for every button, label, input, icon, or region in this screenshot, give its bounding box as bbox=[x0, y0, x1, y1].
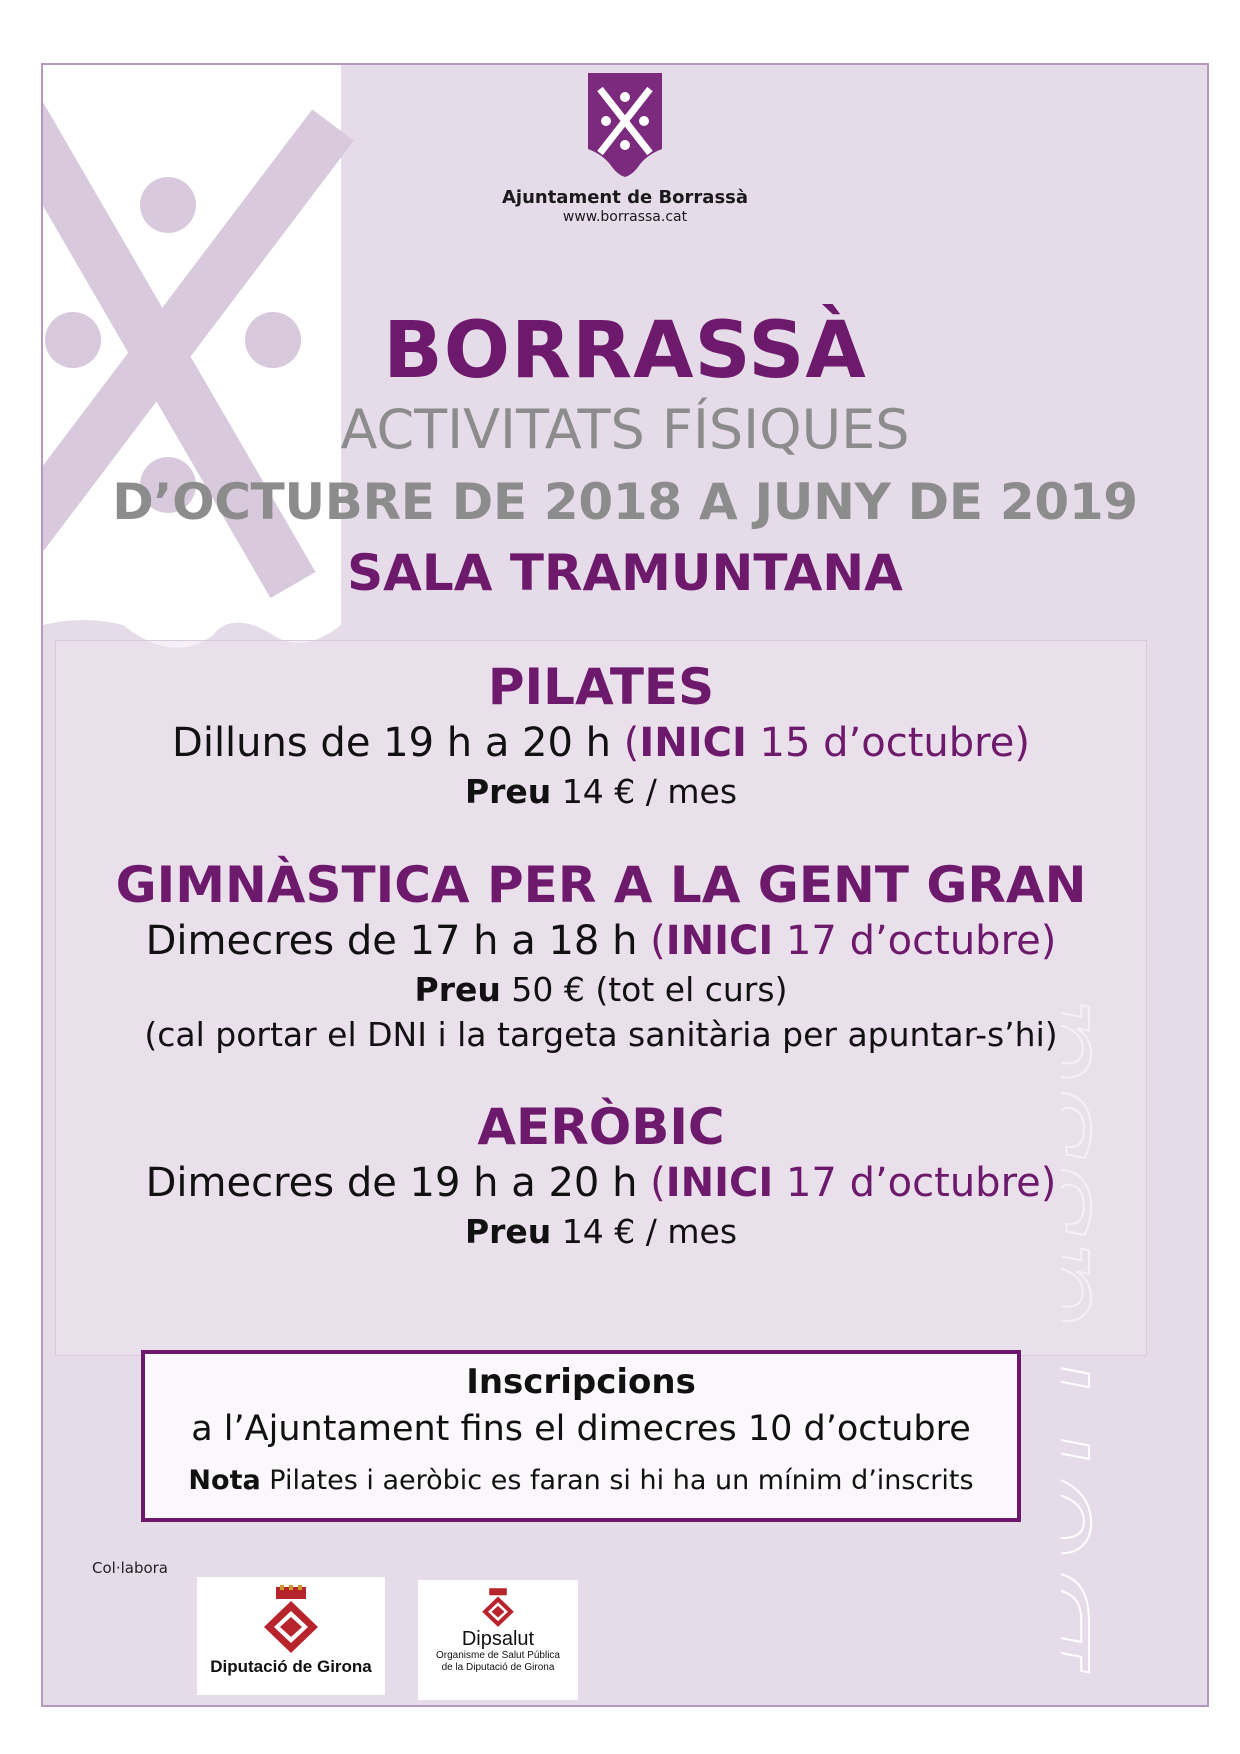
activity-price bbox=[56, 769, 1146, 815]
start-label: INICI bbox=[665, 918, 774, 964]
collab-label: Col·labora bbox=[92, 1559, 169, 1577]
price-value: 14 € / mes bbox=[561, 1212, 738, 1251]
logo2-subtitle-2: de la Diputació de Girona bbox=[441, 1662, 555, 1673]
price-label: Preu bbox=[464, 772, 552, 811]
activity-aerobic bbox=[56, 1097, 1146, 1255]
start-date: 15 d’octubre bbox=[759, 720, 1015, 766]
diputacio-emblem-icon bbox=[262, 1585, 320, 1653]
schedule-text: Dimecres de 17 h a 18 h bbox=[145, 918, 638, 964]
activities-panel bbox=[55, 640, 1147, 1356]
town-crest-icon bbox=[586, 71, 664, 179]
activity-price bbox=[56, 1209, 1146, 1255]
page-title: BORRASSÀ bbox=[383, 306, 867, 396]
logo-diputacio-girona bbox=[197, 1577, 385, 1695]
date-range: D’OCTUBRE DE 2018 A JUNY DE 2019 bbox=[112, 473, 1138, 531]
venue: SALA TRAMUNTANA bbox=[347, 544, 903, 602]
activity-name: PILATES bbox=[487, 658, 715, 716]
subtitle: ACTIVITATS FÍSIQUES bbox=[340, 398, 910, 461]
logo-dipsalut bbox=[418, 1580, 578, 1700]
schedule-text: Dimecres de 19 h a 20 h bbox=[145, 1160, 638, 1206]
note-text: Pilates i aeròbic es faran si hi ha un mínim d’inscrits bbox=[269, 1465, 974, 1496]
registration-deadline: a l’Ajuntament fins el dimecres 10 d’octubre bbox=[191, 1409, 971, 1449]
registration-box bbox=[141, 1350, 1021, 1522]
activity-schedule bbox=[56, 915, 1146, 967]
note-label: Nota bbox=[188, 1465, 261, 1496]
logo2-name: Dipsalut bbox=[461, 1628, 535, 1650]
start-label: INICI bbox=[665, 1160, 774, 1206]
start-info: (INICI 15 d’octubre) bbox=[623, 720, 1030, 766]
start-info: (INICI 17 d’octubre) bbox=[650, 918, 1057, 964]
logo2-subtitle-1: Organisme de Salut Pública bbox=[436, 1650, 560, 1661]
activity-price bbox=[56, 967, 1146, 1013]
activity-name: AERÒBIC bbox=[477, 1098, 725, 1156]
activity-pilates bbox=[56, 657, 1146, 815]
dipsalut-emblem-icon bbox=[481, 1586, 515, 1628]
start-date: 17 d’octubre bbox=[785, 1160, 1041, 1206]
title-block bbox=[43, 305, 1207, 607]
header bbox=[43, 71, 1207, 225]
price-label: Preu bbox=[464, 1212, 552, 1251]
org-name: Ajuntament de Borrassà bbox=[501, 187, 749, 208]
poster bbox=[41, 63, 1209, 1707]
start-label: INICI bbox=[639, 720, 747, 766]
activity-note: (cal portar el DNI i la targeta sanitària per apuntar-s’hi) bbox=[144, 1015, 1058, 1054]
price-value: 14 € / mes bbox=[561, 772, 738, 811]
activity-name: GIMNÀSTICA PER A LA GENT GRAN bbox=[115, 856, 1087, 914]
activity-schedule bbox=[56, 717, 1146, 769]
schedule-text: Dilluns de 19 h a 20 h bbox=[172, 720, 612, 766]
activity-gimnastica bbox=[56, 855, 1146, 1057]
logo1-name: Diputació de Girona bbox=[210, 1657, 372, 1676]
price-label: Preu bbox=[414, 970, 501, 1009]
activity-schedule bbox=[56, 1157, 1146, 1209]
start-date: 17 d’octubre bbox=[785, 918, 1041, 964]
registration-note bbox=[145, 1458, 1017, 1504]
org-website: www.borrassa.cat bbox=[562, 209, 688, 225]
registration-title: Inscripcions bbox=[466, 1362, 696, 1402]
price-value: 50 € (tot el curs) bbox=[511, 970, 788, 1009]
start-info: (INICI 17 d’octubre) bbox=[650, 1160, 1057, 1206]
